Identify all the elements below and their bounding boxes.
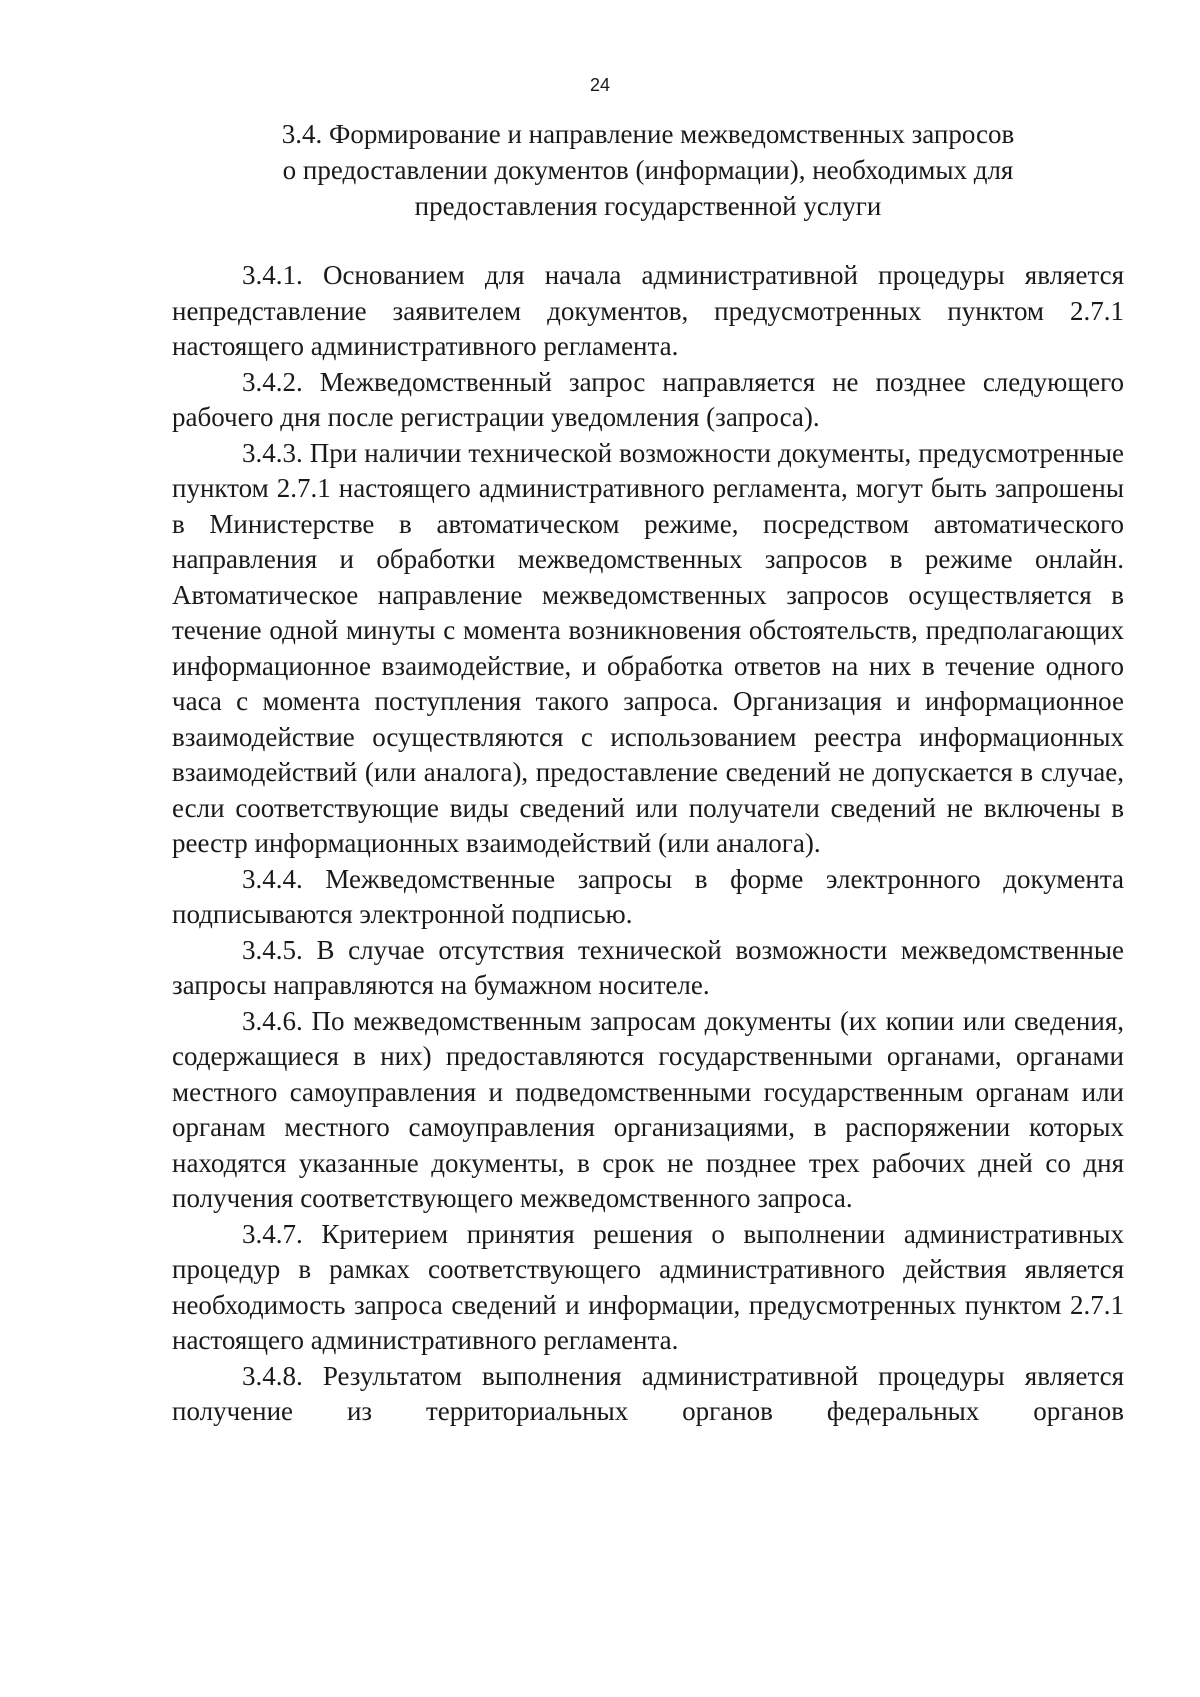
paragraph-3-4-2: 3.4.2. Межведомственный запрос направляется не позднее следующего рабочего дня после регистрации уведомления (запроса). bbox=[172, 366, 1124, 432]
paragraph-3-4-1: 3.4.1. Основанием для начала административной процедуры является непредставление заявителем документов, предусмотренных пунктом 2.7.1 настоящего административного регламента. bbox=[172, 260, 1124, 361]
section-heading bbox=[172, 116, 1124, 224]
document-body bbox=[172, 258, 1124, 1430]
section-heading-line-2: о предоставлении документов (информации), необходимых для bbox=[282, 155, 1014, 185]
paragraph-3-4-6: 3.4.6. По межведомственным запросам документы (их копии или сведения, содержащиеся в них) предоставляются государственными органами, органами местного самоуправления и подведомственными государственным органам или органам местного самоуправления организациями, в распоряжении которых находятся указанные документы, в срок не позднее трех рабочих дней со дня получения соответствующего межведомственного запроса. bbox=[172, 1005, 1124, 1213]
paragraph-3-4-4: 3.4.4. Межведомственные запросы в форме электронного документа подписываются электронной подписью. bbox=[172, 863, 1124, 929]
paragraph-3-4-8: 3.4.8. Результатом выполнения административной процедуры является получение из территориальных органов федеральных органов bbox=[172, 1360, 1124, 1426]
paragraph-3-4-3: 3.4.3. При наличии технической возможности документы, предусмотренные пунктом 2.7.1 настоящего административного регламента, могут быть запрошены в Министерстве в автоматическом режиме, посредством автоматического направления и обработки межведомственных запросов в режиме онлайн. Автоматическое направление межведомственных запросов осуществляется в течение одной минуты с момента возникновения обстоятельств, предполагающих информационное взаимодействие, и обработка ответов на них в течение одного часа с момента поступления такого запроса. Организация и информационное взаимодействие осуществляются с использованием реестра информационных взаимодействий (или аналога), предоставление сведений не допускается в случае, если соответствующие виды сведений или получатели сведений не включены в реестр информационных взаимодействий (или аналога). bbox=[172, 437, 1124, 858]
page-number: 24 bbox=[589, 75, 611, 95]
paragraph-3-4-7: 3.4.7. Критерием принятия решения о выполнении административных процедур в рамках соответствующего административного действия является необходимость запроса сведений и информации, предусмотренных пунктом 2.7.1 настоящего административного регламента. bbox=[172, 1218, 1124, 1355]
section-heading-line-3: предоставления государственной услуги bbox=[414, 191, 882, 221]
paragraph-3-4-5: 3.4.5. В случае отсутствия технической возможности межведомственные запросы направляются на бумажном носителе. bbox=[172, 934, 1124, 1000]
section-heading-line-1: 3.4. Формирование и направление межведомственных запросов bbox=[281, 119, 1015, 149]
